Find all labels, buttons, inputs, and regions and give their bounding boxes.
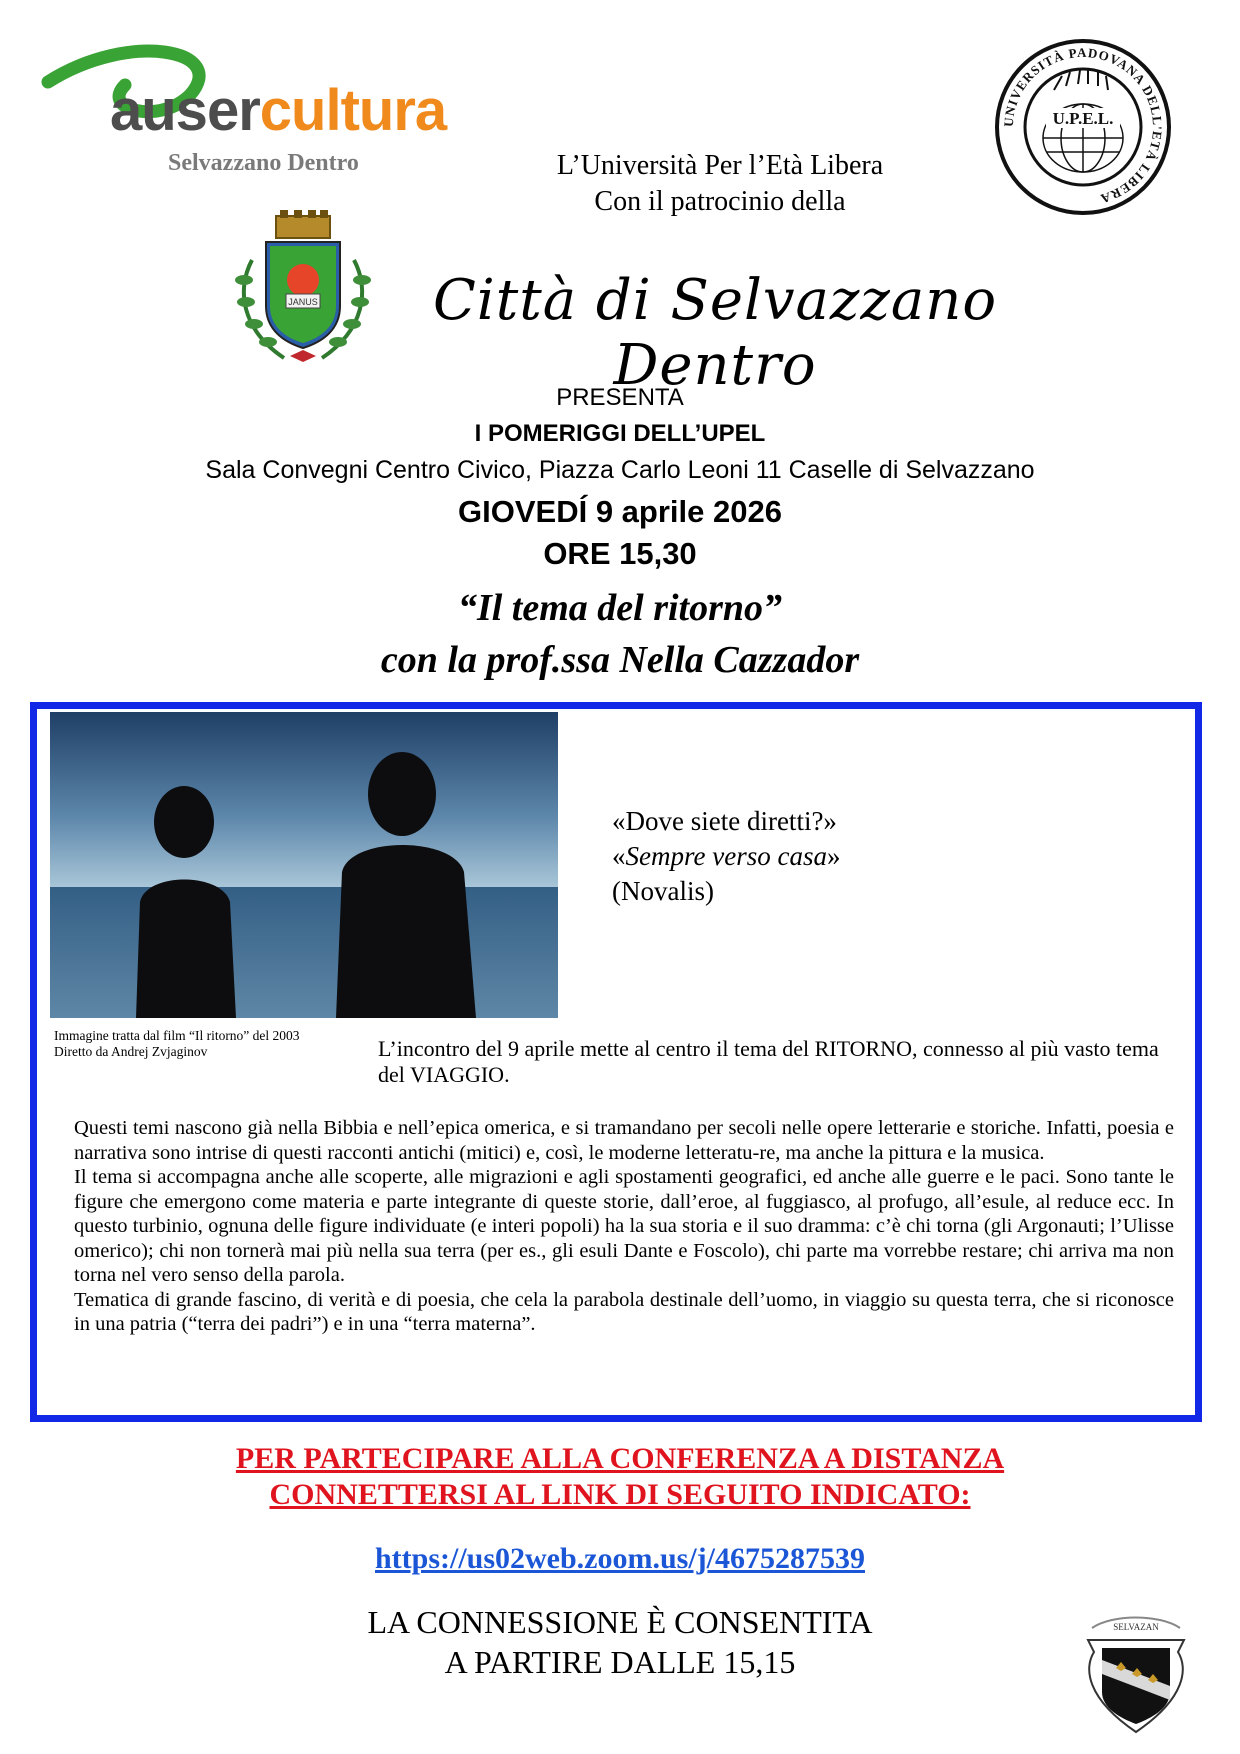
patronage-line: Con il patrocinio della	[594, 186, 846, 217]
paragraph-2: Il tema si accompagna anche alle scoperte, alle migrazioni e agli spostamenti geografici, ed anche alle guerre e le paci. Sono tante le figure che emergono come materia e parte integrante di queste storie, dall’eroe, al fuggiasco, al profugo, all’esule, al reduce ecc. In questo turbinio, ognuna delle figure individuate (e interi popoli) ha la sua storia e il suo dramma: c’è chi torna (gli Argonauti; l’Ulisse omerico); chi non tornerà mai più nella sua terra (per es., gli esuli Dante e Foscolo), chi parte ma vorrebbe restare; chi arriva ma non torna nel vero senso della parola.	[74, 1166, 1174, 1286]
quote-author: (Novalis)	[612, 876, 714, 906]
seal-center-text: U.P.E.L.	[1052, 109, 1114, 128]
logo-wordmark	[110, 78, 447, 143]
connection-line1: LA CONNESSIONE È CONSENTITA	[367, 1604, 873, 1640]
zoom-link-row	[0, 1542, 1240, 1576]
join-instruction-line2: CONNETTERSI AL LINK DI SEGUITO INDICATO:	[269, 1478, 971, 1511]
quote-line2	[612, 839, 1132, 874]
bottom-seal-label: SELVAZAN	[1113, 1622, 1159, 1632]
selvazzano-seal	[1082, 1608, 1190, 1736]
join-instruction-line1: PER PARTECIPARE ALLA CONFERENZA A DISTANZA	[235, 1442, 1005, 1475]
zoom-link[interactable]: https://us02web.zoom.us/j/4675287539	[374, 1542, 866, 1575]
upel-globe-icon	[994, 38, 1172, 216]
intro-paragraph: L’incontro del 9 aprile mette al centro il tema del RITORNO, connesso al più vasto tema del VIAGGIO.	[378, 1036, 1159, 1087]
photo-caption-line1: Immagine tratta dal film “Il ritorno” del 2003	[54, 1028, 300, 1043]
film-still-illustration	[50, 712, 558, 1018]
event-time: ORE 15,30	[543, 536, 697, 571]
quote-open-mark: «	[612, 841, 626, 871]
body-text	[74, 1116, 1174, 1337]
connection-line2: A PARTIRE DALLE 15,15	[444, 1644, 796, 1680]
quote-line1: «Dove siete diretti?»	[612, 806, 837, 836]
paragraph-1: Questi temi nascono già nella Bibbia e nell’epica omerica, e si tramandano per secoli nelle opere letterarie e storiche. Infatti, poesia e narrativa sono intrise di questi racconti antichi (mitici) e, così, le moderne letteratu-re, ma anche la pittura e la musica.	[74, 1117, 1174, 1164]
crest-label: JANUS	[288, 297, 318, 307]
photo-caption-line2: Diretto da Andrej Zvjaginov	[54, 1044, 208, 1059]
event-date: GIOVEDÍ 9 aprile 2026	[458, 494, 782, 529]
logo-word-cultura: cultura	[259, 78, 447, 143]
logo-subtitle: Selvazzano Dentro	[168, 150, 359, 176]
film-still-image	[50, 712, 558, 1018]
presenta-label: PRESENTA	[556, 384, 684, 411]
logo-word-auser: auser	[110, 78, 260, 143]
event-speaker: con la prof.ssa Nella Cazzador	[380, 639, 860, 681]
city-title: Città di Selvazzano Dentro	[432, 268, 998, 398]
university-line: L’Università Per l’Età Libera	[556, 150, 884, 181]
novalis-quote	[612, 804, 1132, 909]
seal-ring-text: UNIVERSITÀ PADOVANA DELL'ETÀ LIBERA	[1000, 44, 1166, 207]
quote-close-mark: »	[826, 841, 841, 871]
bottom-crest-icon	[1082, 1608, 1190, 1736]
series-title: I POMERIGGI DELL’UPEL	[474, 420, 766, 447]
quote-line2-text: Sempre verso casa	[625, 841, 827, 871]
photo-caption	[54, 1028, 384, 1060]
venue-line: Sala Convegni Centro Civico, Piazza Carlo Leoni 11 Caselle di Selvazzano	[205, 456, 1035, 484]
upel-seal	[994, 38, 1172, 216]
event-title: “Il tema del ritorno”	[457, 587, 783, 629]
paragraph-3: Tematica di grande fascino, di verità e di poesia, che cela la parabola destinale dell’uomo, in viaggio su questa terra, che si riconosce in una patria (“terra dei padri”) e in una “terra materna”.	[74, 1288, 1174, 1335]
